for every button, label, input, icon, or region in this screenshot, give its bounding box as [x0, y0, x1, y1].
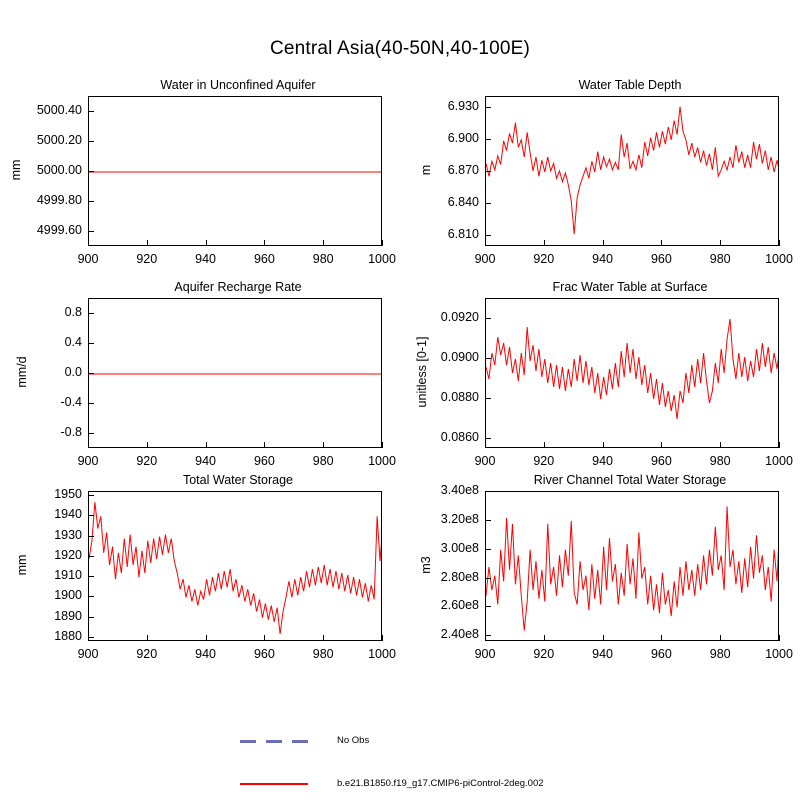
y-tick-label: 3.40e8: [440, 483, 479, 497]
legend-line-case: [240, 783, 308, 785]
y-tick-label: 1880: [54, 628, 82, 643]
panel-title: Frac Water Table at Surface: [552, 280, 708, 294]
y-tick-mark: [88, 373, 94, 374]
x-tick-label: 920: [136, 252, 158, 266]
x-tick-label: 960: [253, 647, 275, 661]
legend-dash-1: [240, 740, 256, 743]
y-tick-label: 0.8: [64, 305, 82, 319]
y-tick-label: 0.0: [64, 365, 82, 379]
x-tick-label: 1000: [368, 252, 396, 266]
y-tick-label: 1930: [54, 527, 82, 542]
y-tick-label: 0.0900: [440, 350, 479, 364]
legend-label-obs: No Obs: [337, 735, 370, 746]
x-tick-label: 980: [709, 252, 731, 266]
y-tick-mark: [485, 520, 491, 521]
x-tick-mark: [264, 240, 265, 246]
y-tick-label: 6.810: [447, 227, 479, 242]
x-tick-mark: [779, 442, 780, 448]
x-tick-label: 920: [533, 252, 555, 266]
y-tick-label: 1900: [54, 588, 82, 603]
series-canvas-0: [89, 97, 382, 246]
x-tick-label: 940: [195, 454, 217, 468]
x-tick-mark: [485, 635, 486, 641]
x-tick-label: 960: [253, 454, 275, 468]
y-tick-mark: [88, 495, 94, 496]
y-tick-mark: [88, 556, 94, 557]
y-tick-mark: [88, 231, 94, 232]
x-tick-label: 980: [709, 454, 731, 468]
series-canvas-2: [89, 299, 382, 448]
x-tick-label: 1000: [368, 647, 396, 661]
y-tick-label: 2.60e8: [440, 598, 479, 613]
y-axis-label-0: mm: [9, 159, 23, 181]
x-tick-mark: [779, 240, 780, 246]
x-tick-label: 980: [312, 454, 334, 468]
x-tick-mark: [206, 442, 207, 448]
y-tick-mark: [88, 433, 94, 434]
y-tick-mark: [88, 141, 94, 142]
series-line: [486, 506, 779, 630]
x-tick-label: 900: [474, 454, 496, 468]
legend-dash-3: [292, 740, 308, 743]
y-axis-label-1: m: [419, 164, 433, 176]
y-tick-label: 6.900: [447, 130, 479, 145]
x-tick-mark: [544, 240, 545, 246]
y-tick-label: 5000.20: [36, 133, 82, 147]
x-tick-mark: [720, 635, 721, 641]
y-tick-label: 1910: [54, 568, 82, 583]
x-tick-mark: [88, 635, 89, 641]
y-tick-label: 6.930: [447, 98, 479, 113]
y-tick-label: 6.840: [447, 195, 479, 210]
x-tick-label: 1000: [368, 454, 396, 468]
y-tick-mark: [88, 576, 94, 577]
plot-area-0: [88, 96, 382, 246]
y-axis-label-4: mm: [15, 554, 29, 576]
x-tick-mark: [382, 635, 383, 641]
series-canvas-1: [486, 97, 779, 246]
x-tick-label: 940: [195, 252, 217, 266]
legend-row-obs: [0, 725, 800, 759]
x-tick-label: 940: [592, 454, 614, 468]
y-tick-mark: [485, 358, 491, 359]
y-tick-label: 5000.00: [36, 163, 82, 177]
x-tick-label: 900: [77, 252, 99, 266]
x-tick-mark: [147, 635, 148, 641]
x-tick-label: 900: [77, 647, 99, 661]
x-tick-mark: [264, 635, 265, 641]
y-axis-label-5: m3: [419, 556, 433, 574]
x-tick-mark: [485, 240, 486, 246]
y-tick-mark: [485, 606, 491, 607]
y-tick-label: 0.0920: [440, 310, 479, 324]
y-tick-mark: [485, 398, 491, 399]
y-tick-mark: [88, 536, 94, 537]
series-line: [486, 319, 779, 419]
y-tick-label: 0.4: [64, 335, 82, 349]
y-tick-mark: [88, 596, 94, 597]
y-tick-label: 1920: [54, 547, 82, 562]
x-tick-label: 900: [474, 252, 496, 266]
series-line: [89, 502, 382, 634]
x-tick-label: 900: [77, 454, 99, 468]
y-tick-mark: [485, 318, 491, 319]
legend-label-case: b.e21.B1850.f19_g17.CMIP6-piControl-2deg.002: [337, 778, 544, 789]
series-canvas-5: [486, 492, 779, 641]
plot-area-1: [485, 96, 779, 246]
x-tick-label: 1000: [765, 647, 793, 661]
x-tick-mark: [779, 635, 780, 641]
page-title: Central Asia(40-50N,40-100E): [269, 38, 531, 59]
x-tick-label: 980: [709, 647, 731, 661]
y-tick-mark: [88, 343, 94, 344]
x-tick-mark: [603, 240, 604, 246]
x-tick-label: 960: [650, 252, 672, 266]
panel-title: Total Water Storage: [182, 473, 293, 487]
x-tick-mark: [323, 635, 324, 641]
y-tick-mark: [88, 111, 94, 112]
series-line: [486, 107, 779, 235]
x-tick-label: 940: [592, 647, 614, 661]
y-tick-mark: [88, 171, 94, 172]
legend-row-case: [0, 759, 800, 793]
x-tick-mark: [206, 635, 207, 641]
y-tick-label: 0.0880: [440, 390, 479, 404]
x-tick-label: 940: [592, 252, 614, 266]
y-tick-mark: [485, 491, 491, 492]
series-canvas-4: [89, 492, 382, 641]
x-tick-mark: [88, 442, 89, 448]
y-tick-label: -0.4: [60, 395, 82, 409]
y-tick-label: -0.8: [60, 425, 82, 439]
x-tick-mark: [147, 442, 148, 448]
y-tick-mark: [485, 578, 491, 579]
y-tick-label: 1890: [54, 608, 82, 623]
x-tick-label: 920: [533, 647, 555, 661]
y-axis-label-2: mm/d: [15, 356, 29, 388]
legend-dash-2: [266, 740, 282, 743]
y-tick-label: 0.0860: [440, 430, 479, 444]
y-tick-mark: [88, 617, 94, 618]
y-tick-mark: [485, 549, 491, 550]
y-tick-mark: [485, 438, 491, 439]
y-tick-label: 2.80e8: [440, 569, 479, 584]
plot-area-4: [88, 491, 382, 641]
y-tick-mark: [485, 235, 491, 236]
y-tick-mark: [88, 515, 94, 516]
panel-title: River Channel Total Water Storage: [533, 473, 727, 487]
y-tick-label: 1950: [54, 487, 82, 502]
y-tick-mark: [88, 313, 94, 314]
y-tick-label: 5000.40: [36, 103, 82, 117]
y-tick-mark: [88, 201, 94, 202]
panel-title: Aquifer Recharge Rate: [174, 280, 302, 294]
x-tick-label: 900: [474, 647, 496, 661]
y-tick-mark: [485, 203, 491, 204]
x-tick-label: 980: [312, 647, 334, 661]
y-tick-label: 4999.60: [36, 223, 82, 237]
y-tick-label: 4999.80: [36, 193, 82, 207]
x-tick-mark: [720, 442, 721, 448]
legend: [0, 725, 800, 793]
x-tick-label: 940: [195, 647, 217, 661]
panel-title: Water Table Depth: [578, 78, 682, 92]
x-tick-label: 1000: [765, 454, 793, 468]
y-axis-label-3: unitless [0-1]: [415, 336, 429, 408]
x-tick-mark: [485, 442, 486, 448]
x-tick-label: 920: [136, 647, 158, 661]
x-tick-mark: [544, 442, 545, 448]
plot-area-5: [485, 491, 779, 641]
y-tick-label: 3.00e8: [440, 540, 479, 555]
y-tick-mark: [485, 139, 491, 140]
x-tick-label: 960: [253, 252, 275, 266]
x-tick-mark: [544, 635, 545, 641]
x-tick-label: 960: [650, 454, 672, 468]
x-tick-label: 980: [312, 252, 334, 266]
x-tick-label: 920: [136, 454, 158, 468]
x-tick-mark: [323, 442, 324, 448]
x-tick-mark: [206, 240, 207, 246]
panel-title: Water in Unconfined Aquifer: [160, 78, 316, 92]
plot-area-3: [485, 298, 779, 448]
plot-area-2: [88, 298, 382, 448]
x-tick-mark: [603, 442, 604, 448]
x-tick-mark: [661, 240, 662, 246]
series-canvas-3: [486, 299, 779, 448]
x-tick-mark: [720, 240, 721, 246]
x-tick-mark: [88, 240, 89, 246]
y-tick-label: 3.20e8: [440, 511, 479, 526]
x-tick-mark: [603, 635, 604, 641]
y-tick-label: 6.870: [447, 163, 479, 177]
x-tick-mark: [323, 240, 324, 246]
x-tick-label: 960: [650, 647, 672, 661]
x-tick-label: 1000: [765, 252, 793, 266]
x-tick-mark: [382, 240, 383, 246]
y-tick-mark: [485, 171, 491, 172]
x-tick-mark: [661, 635, 662, 641]
x-tick-mark: [147, 240, 148, 246]
y-tick-mark: [485, 107, 491, 108]
y-tick-mark: [88, 403, 94, 404]
x-tick-mark: [264, 442, 265, 448]
y-tick-label: 2.40e8: [440, 627, 479, 642]
y-tick-label: 1940: [54, 507, 82, 522]
x-tick-mark: [382, 442, 383, 448]
x-tick-label: 920: [533, 454, 555, 468]
x-tick-mark: [661, 442, 662, 448]
